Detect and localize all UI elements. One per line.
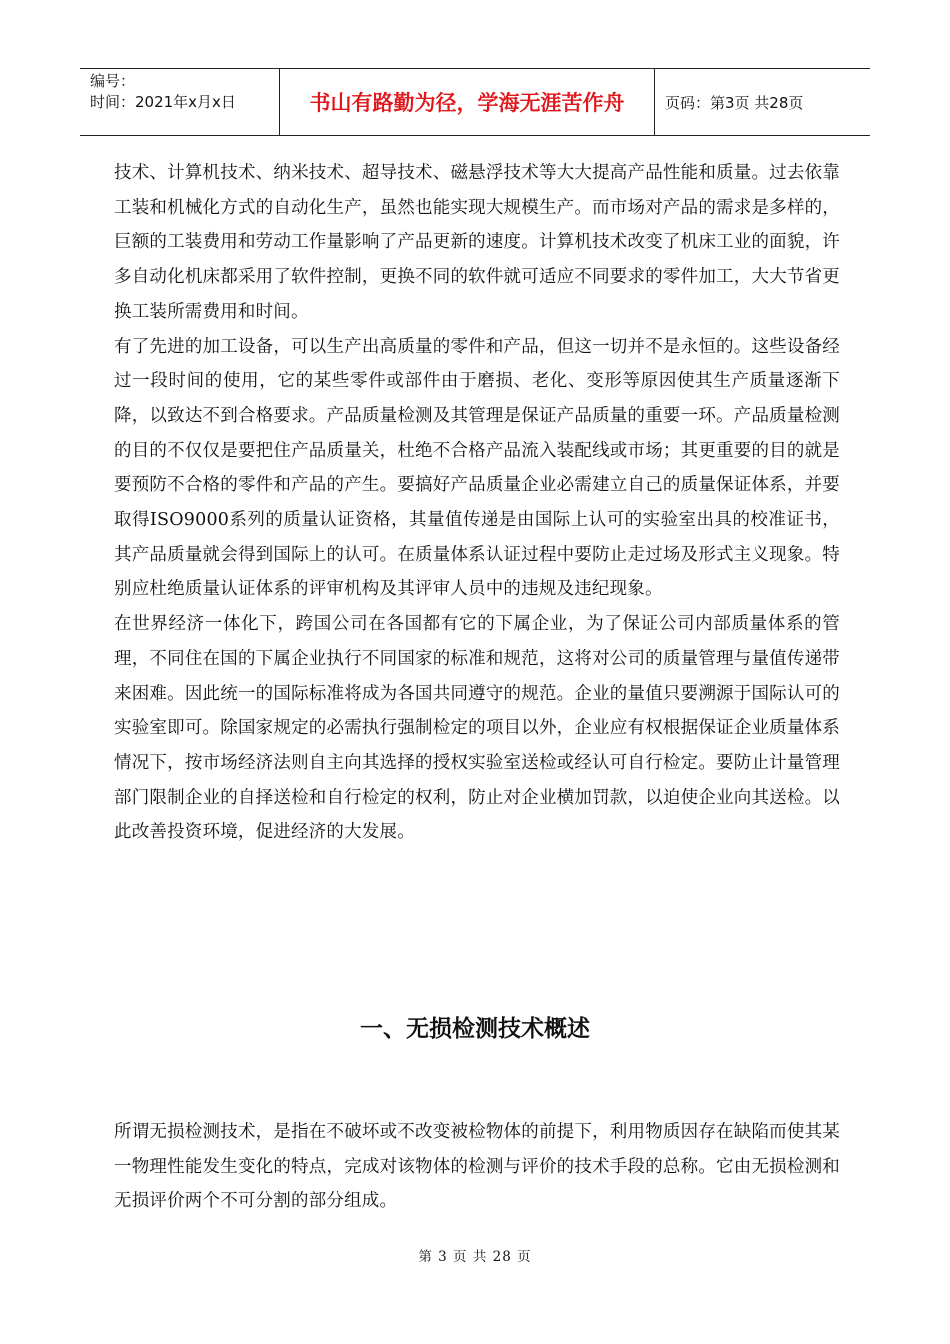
paragraph-3: 在世界经济一体化下，跨国公司在各国都有它的下属企业，为了保证公司内部质量体系的管理，不同住在国的下属企业执行不同国家的标准和规范，这将对公司的质量管理与量值传递带来困难。因此统一的国际标准将成为各国共同遵守的规范。企业的量值只要溯源于国际认可的实验室即可。除国家规定的必需执行强制检定的项目以外，企业应有权根据保证企业质量体系情况下，按市场经济法则自主向其选择的授权实验室送检或经认可自行检定。要防止计量管理部门限制企业的自择送检和自行检定的权利，防止对企业横加罚款，以迫使企业向其送检。以此改善投资环境，促进经济的大发展。 <box>114 614 840 843</box>
section-heading: 一、无损检测技术概述 <box>360 1016 590 1042</box>
page-header <box>80 68 870 136</box>
number-label: 编号： <box>90 72 136 90</box>
header-motto: 书山有路勤为径，学海无涯苦作舟 <box>280 69 655 135</box>
header-page-info: 页码：第3页 共28页 <box>665 93 804 112</box>
page-footer: 第 3 页 共 28 页 <box>418 1249 532 1265</box>
header-meta <box>80 69 280 135</box>
body-text <box>114 156 840 850</box>
paragraph-1: 技术、计算机技术、纳米技术、超导技术、磁悬浮技术等大大提高产品性能和质量。过去依靠工装和机械化方式的自动化生产，虽然也能实现大规模生产。而市场对产品的需求是多样的，巨额的工装费用和劳动工作量影响了产品更新的速度。计算机技术改变了机床工业的面貌，许多自动化机床都采用了软件控制，更换不同的软件就可适应不同要求的零件加工，大大节省更换工装所需费用和时间。 <box>114 163 840 322</box>
section-paragraph: 所谓无损检测技术，是指在不破坏或不改变被检物体的前提下，利用物质因存在缺陷而使其某一物理性能发生变化的特点，完成对该物体的检测与评价的技术手段的总称。它由无损检测和无损评价两个不可分割的部分组成。 <box>114 1122 840 1212</box>
paragraph-2: 有了先进的加工设备，可以生产出高质量的零件和产品，但这一切并不是永恒的。这些设备经过一段时间的使用，它的某些零件或部件由于磨损、老化、变形等原因使其生产质量逐渐下降，以致达不到合格要求。产品质量检测及其管理是保证产品质量的重要一环。产品质量检测的目的不仅仅是要把住产品质量关，杜绝不合格产品流入装配线或市场；其更重要的目的就是要预防不合格的零件和产品的产生。要搞好产品质量企业必需建立自己的质量保证体系，并要取得ISO9000系列的质量认证资格，其量值传递是由国际上认可的实验室出具的校准证书，其产品质量就会得到国际上的认可。在质量体系认证过程中要防止走过场及形式主义现象。特别应杜绝质量认证体系的评审机构及其评审人员中的违规及违纪现象。 <box>114 336 840 600</box>
section-body <box>114 1115 840 1219</box>
date-label: 时间：2021年x月x日 <box>90 93 236 111</box>
